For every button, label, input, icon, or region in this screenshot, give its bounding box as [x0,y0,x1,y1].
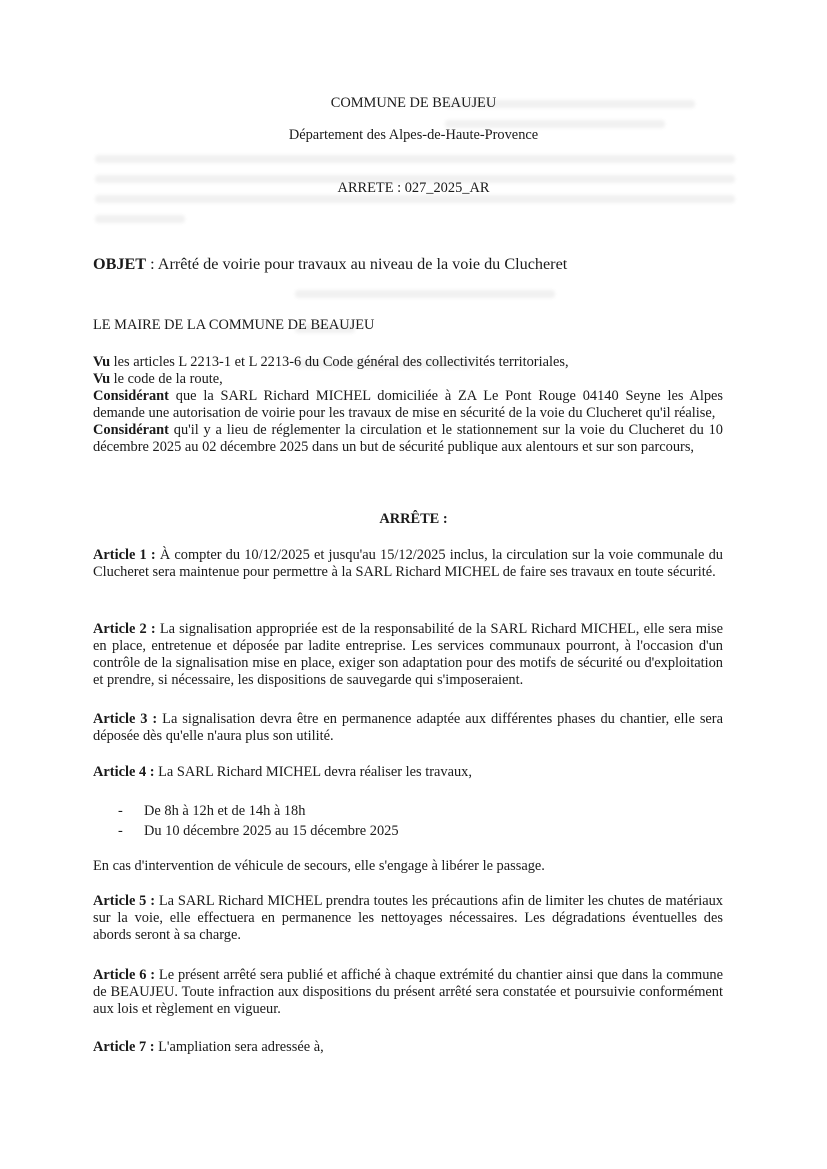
article-5-label: Article 5 : [93,893,156,909]
consideration-lead: Vu [93,354,111,370]
list-item-text: De 8h à 12h et de 14h à 18h [144,803,306,819]
arrete-title: ARRÊTE : [379,511,448,527]
consideration-lead: Vu [93,371,111,387]
article-4 [93,764,723,781]
consideration-item [93,354,723,371]
article-2-label: Article 2 : [93,621,156,637]
list-item [118,821,399,841]
consideration-item [93,371,723,388]
consideration-text: qu'il y a lieu de réglementer la circulation et le stationnement sur la voie du Clucheret du 10 décembre 2025 au 02 décembre 2025 dans un but de sécurité publique aux alentours et sur son parcours, [93,422,723,455]
arrete-reference: ARRETE : 027_2025_AR [337,180,490,196]
article-4-label: Article 4 : [93,764,155,780]
consideration-text: que la SARL Richard MICHEL domiciliée à ZA Le Pont Rouge 04140 Seyne les Alpes demande une autorisation de voirie pour les travaux de mise en sécurité de la voie du Clucheret qu'il réalise, [93,388,723,421]
considerations-block [93,354,723,456]
article-4-text: La SARL Richard MICHEL devra réaliser les travaux, [154,764,472,780]
article-3-label: Article 3 : [93,711,158,727]
list-dash: - [118,823,123,839]
article-5 [93,893,723,944]
maire-heading: LE MAIRE DE LA COMMUNE DE BEAUJEU [93,317,375,333]
article-1-label: Article 1 : [93,547,156,563]
commune-name: COMMUNE DE BEAUJEU [330,95,497,111]
article-1 [93,547,723,581]
consideration-lead: Considérant [93,422,169,438]
article-2-text: La signalisation appropriée est de la responsabilité de la SARL Richard MICHEL, elle sera mise en place, entretenue et déposée par ladite entreprise. Les services communaux pourront, à l'occasion d'un contrôle de la signalisation mise en place, exiger son adaptation pour des motifs de sécurité ou d'exploitation et prendre, si nécessaire, les dispositions de sauvegarde qui s'imposeraient. [93,621,723,688]
article-6-label: Article 6 : [93,967,156,983]
article-7-text: L'ampliation sera adressée à, [154,1039,324,1055]
article-2 [93,621,723,689]
objet-line [93,255,567,274]
article-7-label: Article 7 : [93,1039,155,1055]
schedule-list [118,801,399,841]
article-1-text: À compter du 10/12/2025 et jusqu'au 15/12/2025 inclus, la circulation sur la voie communale du Clucheret sera maintenue pour permettre à la SARL Richard MICHEL de faire ses travaux en toute sécurité. [93,547,723,580]
article-3-text: La signalisation devra être en permanence adaptée aux différentes phases du chantier, elle sera déposée dès qu'elle n'aura plus son utilité. [93,711,723,744]
objet-label: OBJET [93,255,147,273]
consideration-text: les articles L 2213-1 et L 2213-6 du Code général des collectivités territoriales, [110,354,569,370]
consideration-item [93,388,723,422]
objet-text: : Arrêté de voirie pour travaux au niveau de la voie du Clucheret [146,255,568,273]
article-6-text: Le présent arrêté sera publié et affiché à chaque extrémité du chantier ainsi que dans la commune de BEAUJEU. Toute infraction aux dispositions du présent arrêté sera constatée et poursuivie conformément aux lois et règlement en vigueur. [93,967,724,1017]
list-dash: - [118,803,123,819]
list-item [118,801,399,821]
departement-name: Département des Alpes-de-Haute-Provence [288,127,539,143]
secours-paragraph: En cas d'intervention de véhicule de secours, elle s'engage à libérer le passage. [93,858,545,874]
consideration-item [93,422,723,456]
list-item-text: Du 10 décembre 2025 au 15 décembre 2025 [144,823,399,839]
consideration-lead: Considérant [93,388,169,404]
article-6 [93,967,723,1018]
article-3 [93,711,723,745]
article-7 [93,1039,723,1056]
article-5-text: La SARL Richard MICHEL prendra toutes les précautions afin de limiter les chutes de matériaux sur la voie, elle effectuera en permanence les nettoyages nécessaires. Les dégradations éventuelles des abords seront à sa charge. [93,893,723,943]
consideration-text: le code de la route, [110,371,223,387]
